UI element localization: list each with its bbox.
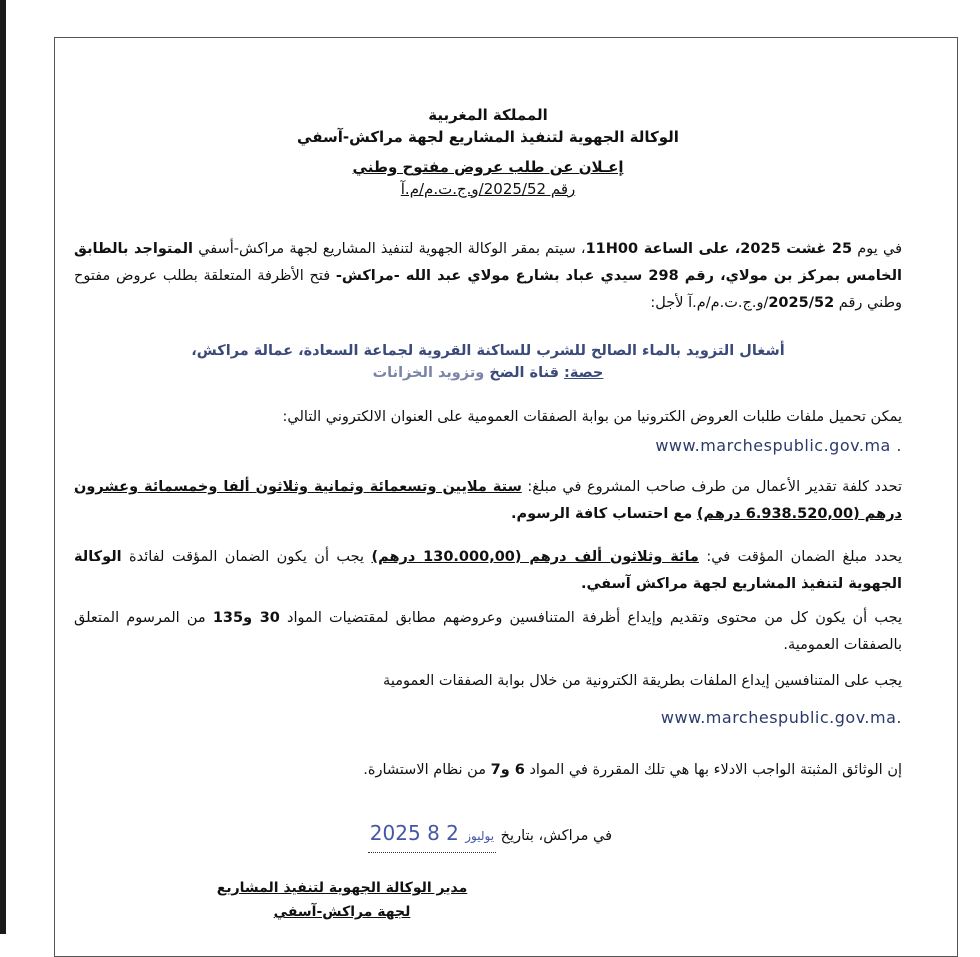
marchespublic-link[interactable]: . www.marchespublic.gov.ma	[655, 436, 902, 455]
lot-value: قناة الضخ	[489, 365, 559, 381]
signature-line-1: مدير الوكالة الجهوية لتنفيذ المشاريع	[216, 880, 468, 896]
guarantee-amount: مائة وثلاثون ألف درهم (130.000,00 درهم)	[371, 549, 699, 565]
notice-title: إعـلان عن طلب عروض مفتوح وطني	[352, 158, 624, 176]
page-edge-shadow	[0, 0, 6, 934]
kingdom-title: المملكة المغربية	[428, 106, 548, 124]
estimate-amount: ستة ملايين وتسعمائة وثمانية وثلاثون ألفا وخمسمائة وعشرون درهم (6.938.520,00 درهم)	[74, 479, 902, 522]
content-rules-paragraph	[74, 605, 902, 659]
rules-text-a: يجب أن يكون كل من محتوى وتقديم وإيداع أظرفة المتنافسين وعروضهم مطابق لمقتضيات المواد	[287, 610, 902, 626]
documents-text-a: إن الوثائق المثبتة الواجب الادلاء بها هي تلك المقررة في المواد	[529, 762, 902, 778]
dateline	[74, 820, 902, 853]
project-title: أشغال التزويد بالماء الصالح للشرب للساكنة القروية لجماعة السعادة، عمالة مراكش،	[191, 343, 785, 359]
rules-articles: 30 و135	[212, 610, 280, 626]
lot-rest: وتزويد الخزانات	[372, 365, 485, 381]
guarantee-text-b: يجب أن يكون الضمان المؤقت لفائدة	[129, 549, 365, 565]
opening-date-time: 25 غشت 2025، على الساعة 11H00	[585, 241, 853, 257]
guarantee-paragraph	[74, 544, 902, 598]
opening-paragraph	[74, 236, 902, 317]
signature-line-2: لجهة مراكش-آسفي	[273, 904, 411, 920]
project-lot	[74, 362, 902, 384]
notice-number: رقم 2025/52/و.ج.ت.م/م.آ	[400, 180, 576, 198]
agency-address: المتواجد بالطابق الخامس بمركز بن مولاي، رقم 298 سيدي عباد بشارع مولاي عبد الله -مراكش-	[74, 241, 903, 284]
para1-text-b: ، سيتم بمقر الوكالة الجهوية لتنفيذ المشاريع لجهة مراكش-أسفي	[198, 241, 586, 257]
guarantee-text-a: يحدد مبلغ الضمان المؤقت في:	[706, 549, 902, 565]
signature-block	[74, 876, 902, 924]
estimate-text-b: مع احتساب كافة الرسوم.	[511, 506, 693, 522]
dateline-place: في مراكش، بتاريخ	[500, 828, 612, 844]
handwritten-date	[368, 820, 496, 853]
para1-text-a: في يوم	[857, 241, 903, 257]
estimate-text-a: تحدد كلفة تقدير الأعمال من طرف صاحب المشروع في مبلغ:	[527, 479, 902, 495]
project-block	[74, 340, 902, 384]
rules-text-b: من المرسوم المتعلق بالصفقات العمومية.	[74, 610, 902, 653]
agency-title: الوكالة الجهوية لتنفيذ المشاريع لجهة مراكش-آسفي	[297, 128, 679, 146]
letterhead	[74, 104, 902, 200]
documents-articles: 6 و7	[490, 762, 525, 778]
para1-text-c: فتح الأظرفة المتعلقة بطلب عروض مفتوح وطني رقم	[74, 268, 902, 311]
estimate-paragraph	[74, 474, 902, 528]
submission-link[interactable]: .www.marchespublic.gov.ma	[660, 708, 902, 727]
date-month: يوليوز	[465, 829, 495, 843]
submission-text: يجب على المتنافسين إيداع الملفات بطريقة الكترونية من خلال بوابة الصفقات العمومية	[383, 673, 902, 689]
lot-label: حصة:	[564, 365, 604, 381]
download-paragraph	[74, 404, 902, 462]
para1-text-d: /و.ج.ت.م/م.آ لأجل:	[650, 295, 769, 311]
submission-paragraph	[74, 668, 902, 738]
documents-paragraph	[74, 757, 902, 784]
tender-number: 2025/52	[768, 295, 835, 311]
guarantee-beneficiary: الوكالة الجهوية لتنفيذ المشاريع لجهة مراكش آسفي.	[74, 549, 902, 592]
date-year: 2025	[369, 821, 421, 845]
documents-text-b: من نظام الاستشارة.	[363, 762, 486, 778]
date-day: 2 8	[427, 821, 459, 845]
download-text: يمكن تحميل ملفات طلبات العروض الكترونيا من بوابة الصفقات العمومية على العنوان الالكتروني التالي:	[282, 409, 902, 425]
